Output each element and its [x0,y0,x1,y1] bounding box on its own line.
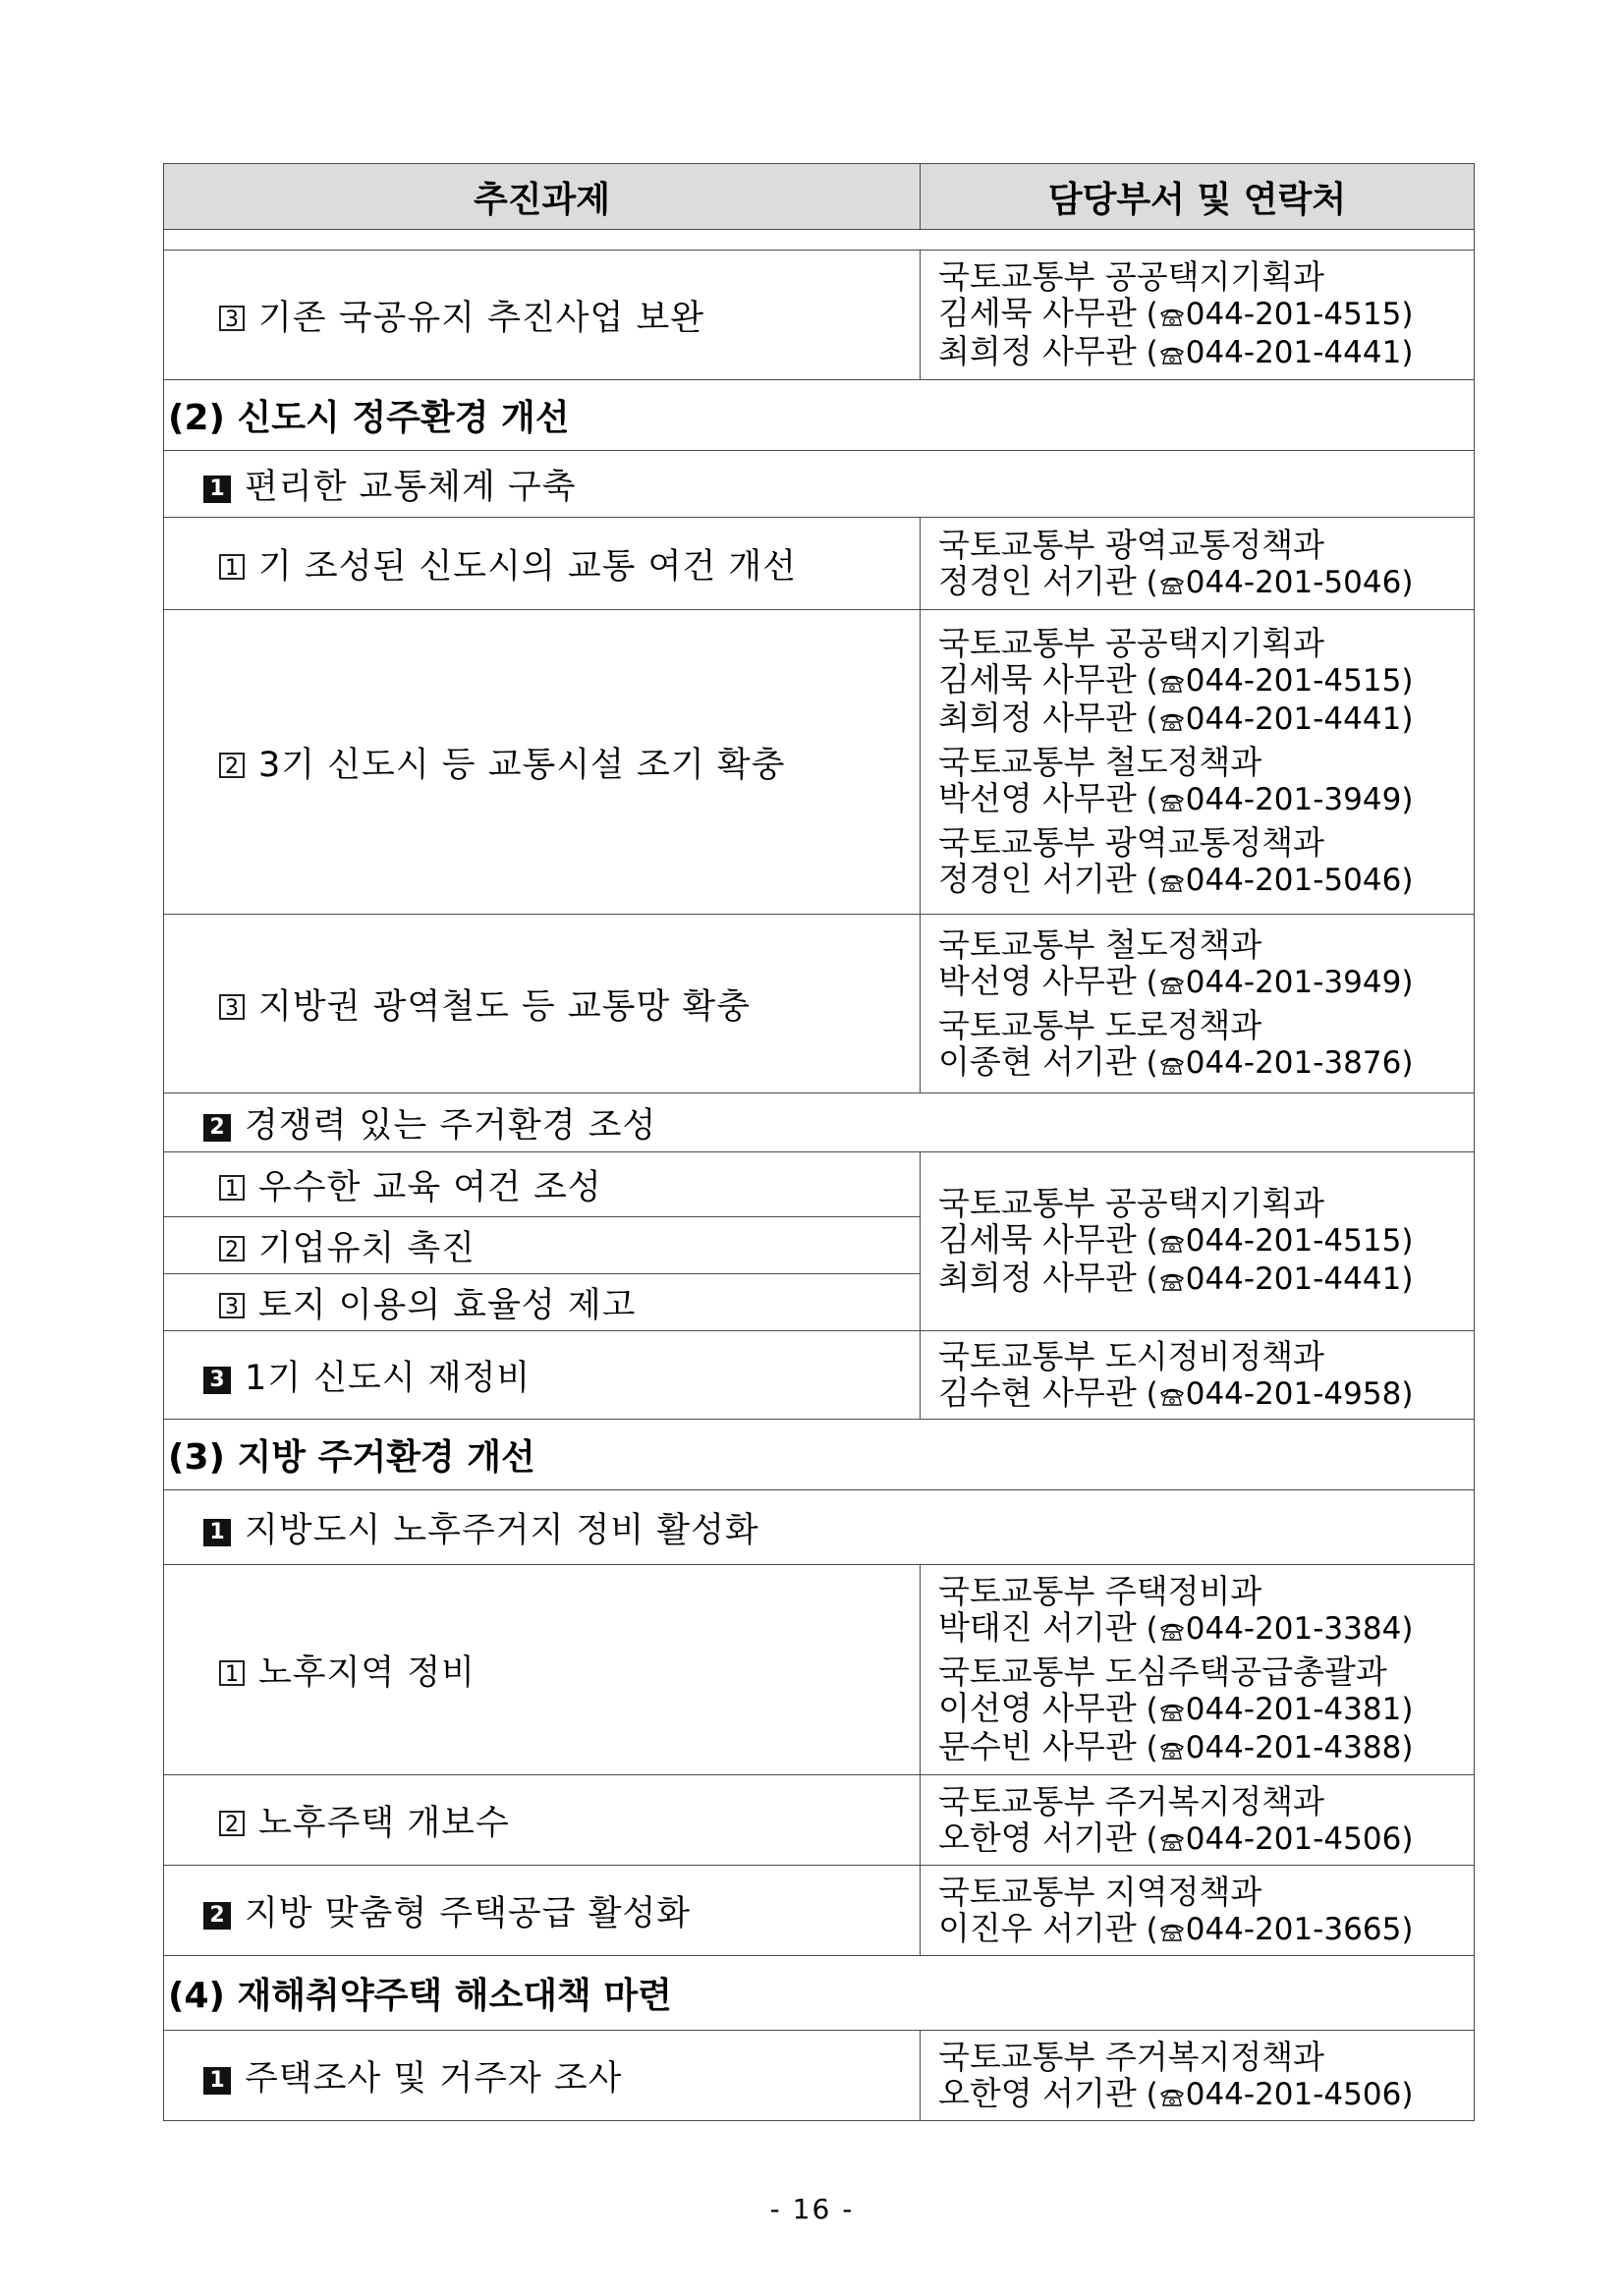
task-cell [164,915,921,1093]
telephone-icon [1159,1386,1185,1406]
item-number-marker: 2 [219,1236,245,1261]
phone-digits: 044-201-3876 [1185,1044,1402,1081]
person-name-title: 김세묵 사무관 [938,660,1137,699]
task-cell [164,1217,921,1274]
item-number-marker: 2 [219,1811,245,1836]
phone-digits: 044-201-3384 [1185,1611,1402,1647]
department-group [938,527,1474,601]
subsection-number-marker: 1 [203,2067,231,2095]
task-label: 우수한 교육 여건 조성 [258,1167,602,1207]
section-heading: (2) 신도시 정주환경 개선 [164,380,1475,451]
contact-person [938,661,1474,700]
contact-cell [921,1866,1475,1956]
department-group [938,625,1474,738]
phone-number: ( 044-201-4388) [1136,1730,1414,1765]
phone-digits: 044-201-3949 [1185,782,1402,817]
person-name-title: 최희정 사무관 [938,332,1137,370]
telephone-icon [1159,307,1185,326]
task-label: 기존 국공유지 추진사업 보완 [258,298,705,338]
contact-person [938,963,1474,1001]
telephone-icon [1159,1922,1185,1941]
department-group [938,824,1474,899]
item-number-marker: 2 [219,753,245,778]
subsection-number-marker: 2 [203,1902,231,1930]
phone-number: ( 044-201-4506) [1136,2076,1414,2112]
task-contact-table [163,163,1475,2121]
task-label: 노후지역 정비 [258,1652,476,1693]
phone-number: ( 044-201-4441) [1136,1261,1414,1297]
task-label: 기업유치 촉진 [258,1228,476,1268]
department-name: 국토교통부 공공택지기획과 [938,624,1325,662]
person-name-title: 이선영 사무관 [938,1689,1137,1727]
phone-digits: 044-201-3949 [1185,964,1402,1000]
task-label: 기 조성된 신도시의 교통 여건 개선 [258,546,797,587]
phone-digits: 044-201-4515 [1185,1223,1402,1259]
section-heading: (4) 재해취약주택 해소대책 마련 [164,1956,1475,2031]
phone-digits: 044-201-5046 [1185,564,1402,600]
phone-digits: 044-201-5046 [1185,863,1402,898]
telephone-icon [1159,1055,1185,1075]
phone-digits: 044-201-4441 [1185,335,1402,370]
task-row [164,1866,1475,1956]
person-name-title: 이종현 서기관 [938,1041,1137,1081]
task-row [164,518,1475,610]
header-dept: 담당부서 및 연락처 [921,164,1475,230]
contact-cell [921,1331,1475,1420]
item-number-marker: 1 [219,1660,245,1686]
contact-person [938,1690,1474,1728]
person-name-title: 이진우 서기관 [938,1908,1137,1947]
contact-person [938,1820,1474,1858]
task-cell [164,518,921,610]
subsection-row [164,1490,1475,1565]
person-name-title: 정경인 서기관 [938,860,1137,898]
phone-number: ( 044-201-4441) [1136,335,1414,370]
task-cell [164,2031,921,2121]
telephone-icon [1159,575,1185,594]
task-label: 3기 신도시 등 교통시설 조기 확충 [258,745,786,785]
department-name: 국토교통부 공공택지기획과 [938,257,1325,296]
item-number-marker: 3 [219,1293,245,1318]
contact-person [938,1260,1474,1298]
department-name: 국토교통부 지역정책과 [938,1872,1262,1911]
section-row [164,1956,1475,2031]
task-row [164,251,1475,380]
telephone-icon [1159,673,1185,693]
telephone-icon [1159,345,1185,364]
department-name: 국토교통부 도심주택공급총괄과 [938,1652,1387,1691]
phone-digits: 044-201-4515 [1185,663,1402,699]
subsection-heading [164,1490,1475,1565]
task-row [164,1152,1475,1217]
person-name-title: 김세묵 사무관 [938,1220,1137,1259]
task-label: 지방 맞춤형 주택공급 활성화 [245,1893,692,1933]
phone-digits: 044-201-4515 [1185,297,1402,332]
person-name-title: 박선영 사무관 [938,961,1137,1000]
contact-person [938,1374,1474,1413]
department-group [938,1874,1474,1948]
task-row [164,2031,1475,2121]
department-group [938,1783,1474,1858]
telephone-icon [1159,975,1185,994]
subsection-row [164,1093,1475,1152]
task-row [164,1775,1475,1866]
task-row [164,1565,1475,1775]
person-name-title: 김수현 사무관 [938,1372,1137,1412]
phone-number: ( 044-201-4515) [1136,663,1414,699]
page-number: - 16 - [769,2193,855,2225]
table-header-row [164,164,1475,230]
contact-person [938,1221,1474,1260]
contact-person [938,1043,1474,1082]
department-name: 국토교통부 도시정비정책과 [938,1336,1325,1375]
task-cell [164,1866,921,1956]
contact-cell [921,1152,1475,1331]
subsection-heading [164,451,1475,518]
phone-number: ( 044-201-4515) [1136,297,1414,332]
section-row [164,380,1475,451]
contact-person [938,295,1474,333]
department-group [938,926,1474,1001]
person-name-title: 김세묵 사무관 [938,294,1137,332]
task-label: 지방권 광역철도 등 교통망 확충 [258,986,752,1027]
phone-digits: 044-201-4441 [1185,1261,1402,1297]
phone-number: ( 044-201-3665) [1136,1911,1414,1947]
phone-number: ( 044-201-4506) [1136,1820,1414,1857]
telephone-icon [1159,2087,1185,2106]
department-group [938,258,1474,371]
contact-cell [921,610,1475,915]
task-label: 경쟁력 있는 주거환경 조성 [245,1105,657,1146]
task-label: 지방도시 노후주거지 정비 활성화 [245,1510,759,1550]
contact-person [938,700,1474,738]
phone-number: ( 044-201-5046) [1136,564,1414,600]
department-name: 국토교통부 철도정책과 [938,924,1262,964]
department-name: 국토교통부 광역교통정책과 [938,525,1325,564]
contact-person [938,2075,1474,2113]
task-row [164,610,1475,915]
item-number-marker: 1 [219,554,245,580]
subsection-number-marker: 2 [203,1114,231,1142]
telephone-icon [1159,711,1185,731]
department-name: 국토교통부 도로정책과 [938,1005,1262,1044]
contact-person [938,1910,1474,1948]
department-name: 국토교통부 광역교통정책과 [938,823,1325,862]
task-label: 편리한 교통체계 구축 [245,467,577,507]
person-name-title: 오한영 서기관 [938,2073,1137,2112]
department-name: 국토교통부 주택정비과 [938,1572,1262,1610]
department-group [938,1007,1474,1082]
person-name-title: 문수빈 사무관 [938,1727,1137,1765]
person-name-title: 오한영 서기관 [938,1818,1137,1857]
contact-person [938,861,1474,899]
phone-digits: 044-201-4506 [1185,1820,1402,1857]
task-label: 노후주택 개보수 [258,1803,510,1843]
department-group [938,1653,1474,1766]
phone-number: ( 044-201-4441) [1136,701,1414,737]
phone-number: ( 044-201-3949) [1136,964,1414,1000]
telephone-icon [1159,792,1185,812]
contact-cell [921,1565,1475,1775]
spacer-row [164,230,1475,251]
telephone-icon [1159,1831,1185,1851]
task-cell [164,1565,921,1775]
task-label: 토지 이용의 효율성 제고 [258,1285,637,1325]
task-row [164,1331,1475,1420]
task-label: 1기 신도시 재정비 [245,1358,532,1398]
department-group [938,744,1474,818]
contact-person [938,1609,1474,1648]
section-heading: (3) 지방 주거환경 개선 [164,1420,1475,1490]
section-row [164,1420,1475,1490]
telephone-icon [1159,1233,1185,1253]
contact-person [938,333,1474,371]
phone-number: ( 044-201-4381) [1136,1692,1414,1727]
person-name-title: 최희정 사무관 [938,1259,1137,1297]
phone-digits: 044-201-3665 [1185,1911,1402,1947]
department-name: 국토교통부 주거복지정책과 [938,2037,1325,2076]
item-number-marker: 3 [219,306,245,331]
person-name-title: 박선영 사무관 [938,779,1137,817]
contact-person [938,1728,1474,1766]
department-group [938,1185,1474,1298]
telephone-icon [1159,1740,1185,1760]
task-cell [164,1274,921,1331]
person-name-title: 최희정 사무관 [938,699,1137,737]
person-name-title: 박태진 서기관 [938,1608,1137,1647]
phone-number: ( 044-201-4958) [1136,1375,1414,1412]
header-task: 추진과제 [164,164,921,230]
department-name: 국토교통부 철도정책과 [938,743,1262,781]
table-body [164,230,1475,2121]
phone-digits: 044-201-4441 [1185,701,1402,737]
telephone-icon [1159,1271,1185,1291]
task-row [164,915,1475,1093]
subsection-number-marker: 3 [203,1367,231,1394]
task-cell [164,610,921,915]
phone-number: ( 044-201-3876) [1136,1044,1414,1081]
telephone-icon [1159,1702,1185,1721]
task-cell [164,251,921,380]
phone-digits: 044-201-4958 [1185,1375,1402,1412]
contact-cell [921,915,1475,1093]
subsection-number-marker: 1 [203,476,231,503]
phone-digits: 044-201-4381 [1185,1692,1402,1727]
department-group [938,1338,1474,1413]
person-name-title: 정경인 서기관 [938,561,1137,600]
phone-number: ( 044-201-3949) [1136,782,1414,817]
department-name: 국토교통부 주거복지정책과 [938,1781,1325,1820]
task-cell [164,1331,921,1420]
contact-person [938,780,1474,818]
phone-digits: 044-201-4388 [1185,1730,1402,1765]
telephone-icon [1159,872,1185,892]
phone-number: ( 044-201-4515) [1136,1223,1414,1259]
contact-cell [921,518,1475,610]
task-cell [164,1775,921,1866]
department-group [938,1573,1474,1648]
contact-person [938,563,1474,601]
contact-cell [921,1775,1475,1866]
task-cell [164,1152,921,1217]
contact-cell [921,251,1475,380]
phone-digits: 044-201-4506 [1185,2076,1402,2112]
subsection-row [164,451,1475,518]
telephone-icon [1159,1621,1185,1641]
task-label: 주택조사 및 거주자 조사 [245,2058,623,2099]
subsection-heading [164,1093,1475,1152]
department-name: 국토교통부 공공택지기획과 [938,1184,1325,1222]
department-group [938,2039,1474,2113]
subsection-number-marker: 1 [203,1519,231,1546]
contact-cell [921,2031,1475,2121]
item-number-marker: 3 [219,994,245,1020]
phone-number: ( 044-201-3384) [1136,1611,1414,1647]
item-number-marker: 1 [219,1175,245,1201]
phone-number: ( 044-201-5046) [1136,863,1414,898]
